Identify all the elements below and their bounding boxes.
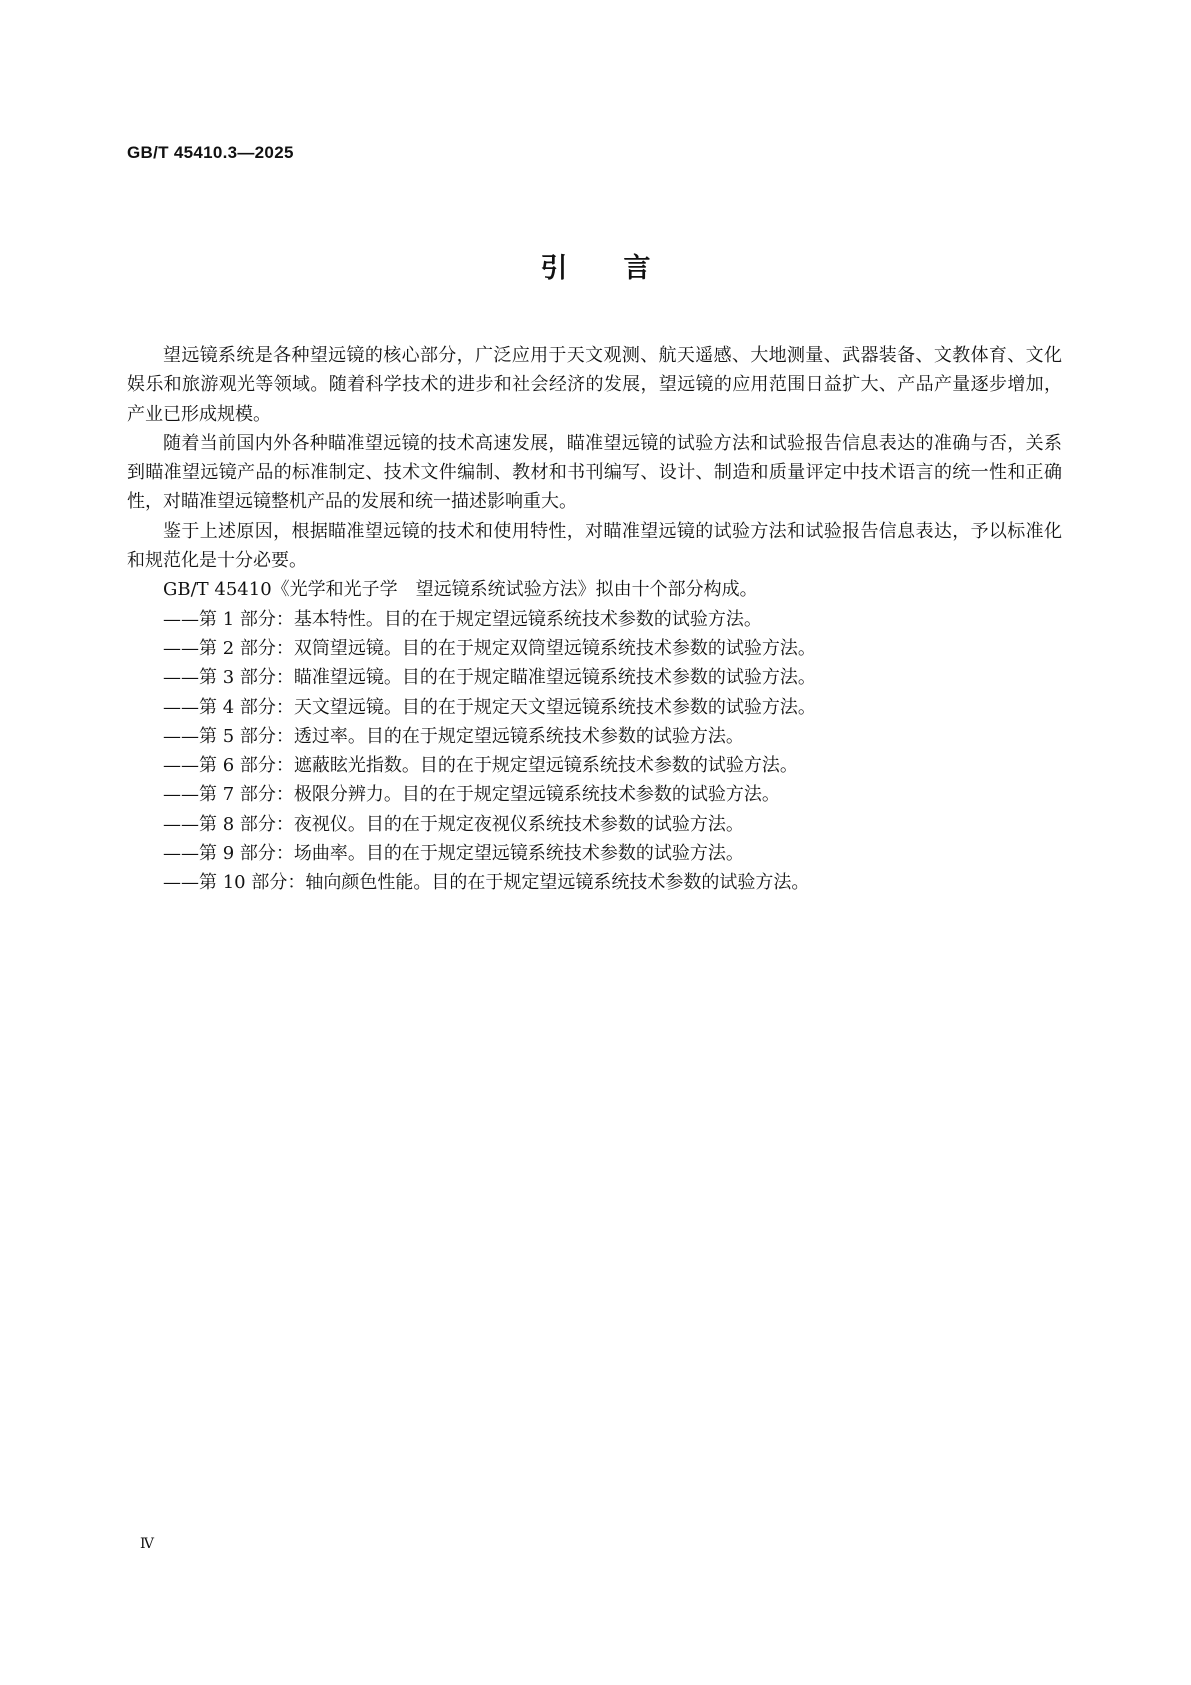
part-item-2: ——第 2 部分：双筒望远镜。目的在于规定双筒望远镜系统技术参数的试验方法。 — [163, 637, 816, 659]
paragraph-intro: 望远镜系统是各种望远镜的核心部分，广泛应用于天文观测、航天遥感、大地测量、武器装备、文教体育、文化娱乐和旅游观光等领域。随着科学技术的进步和社会经济的发展，望远镜的应用范围日益扩大、产品产量逐步增加，产业已形成规模。 — [127, 345, 1062, 425]
part-item-8: ——第 8 部分：夜视仪。目的在于规定夜视仪系统技术参数的试验方法。 — [163, 813, 744, 835]
paragraph-structure: GB/T 45410《光学和光子学 望远镜系统试验方法》拟由十个部分构成。 — [163, 579, 758, 601]
page-content — [127, 341, 1062, 898]
paragraph-necessity: 鉴于上述原因，根据瞄准望远镜的技术和使用特性，对瞄准望远镜的试验方法和试验报告信息表达，予以标准化和规范化是十分必要。 — [127, 520, 1062, 572]
part-item-9: ——第 9 部分：场曲率。目的在于规定望远镜系统技术参数的试验方法。 — [163, 843, 744, 865]
page-number: Ⅳ — [140, 1536, 154, 1552]
part-item-10: ——第 10 部分：轴向颜色性能。目的在于规定望远镜系统技术参数的试验方法。 — [163, 872, 810, 894]
part-item-7: ——第 7 部分：极限分辨力。目的在于规定望远镜系统技术参数的试验方法。 — [163, 784, 780, 806]
page-title: 引言 — [540, 253, 707, 284]
part-item-5: ——第 5 部分：透过率。目的在于规定望远镜系统技术参数的试验方法。 — [163, 725, 744, 747]
parts-list — [127, 605, 1062, 898]
paragraph-development: 随着当前国内外各种瞄准望远镜的技术高速发展，瞄准望远镜的试验方法和试验报告信息表达的准确与否，关系到瞄准望远镜产品的标准制定、技术文件编制、教材和书刊编写、设计、制造和质量评定中技术语言的统一性和正确性，对瞄准望远镜整机产品的发展和统一描述影响重大。 — [127, 432, 1062, 513]
part-item-4: ——第 4 部分：天文望远镜。目的在于规定天文望远镜系统技术参数的试验方法。 — [163, 696, 816, 718]
part-item-6: ——第 6 部分：遮蔽眩光指数。目的在于规定望远镜系统技术参数的试验方法。 — [163, 755, 798, 777]
standard-code: GB/T 45410.3—2025 — [127, 143, 294, 162]
part-item-3: ——第 3 部分：瞄准望远镜。目的在于规定瞄准望远镜系统技术参数的试验方法。 — [163, 667, 816, 689]
part-item-1: ——第 1 部分：基本特性。目的在于规定望远镜系统技术参数的试验方法。 — [163, 608, 762, 630]
